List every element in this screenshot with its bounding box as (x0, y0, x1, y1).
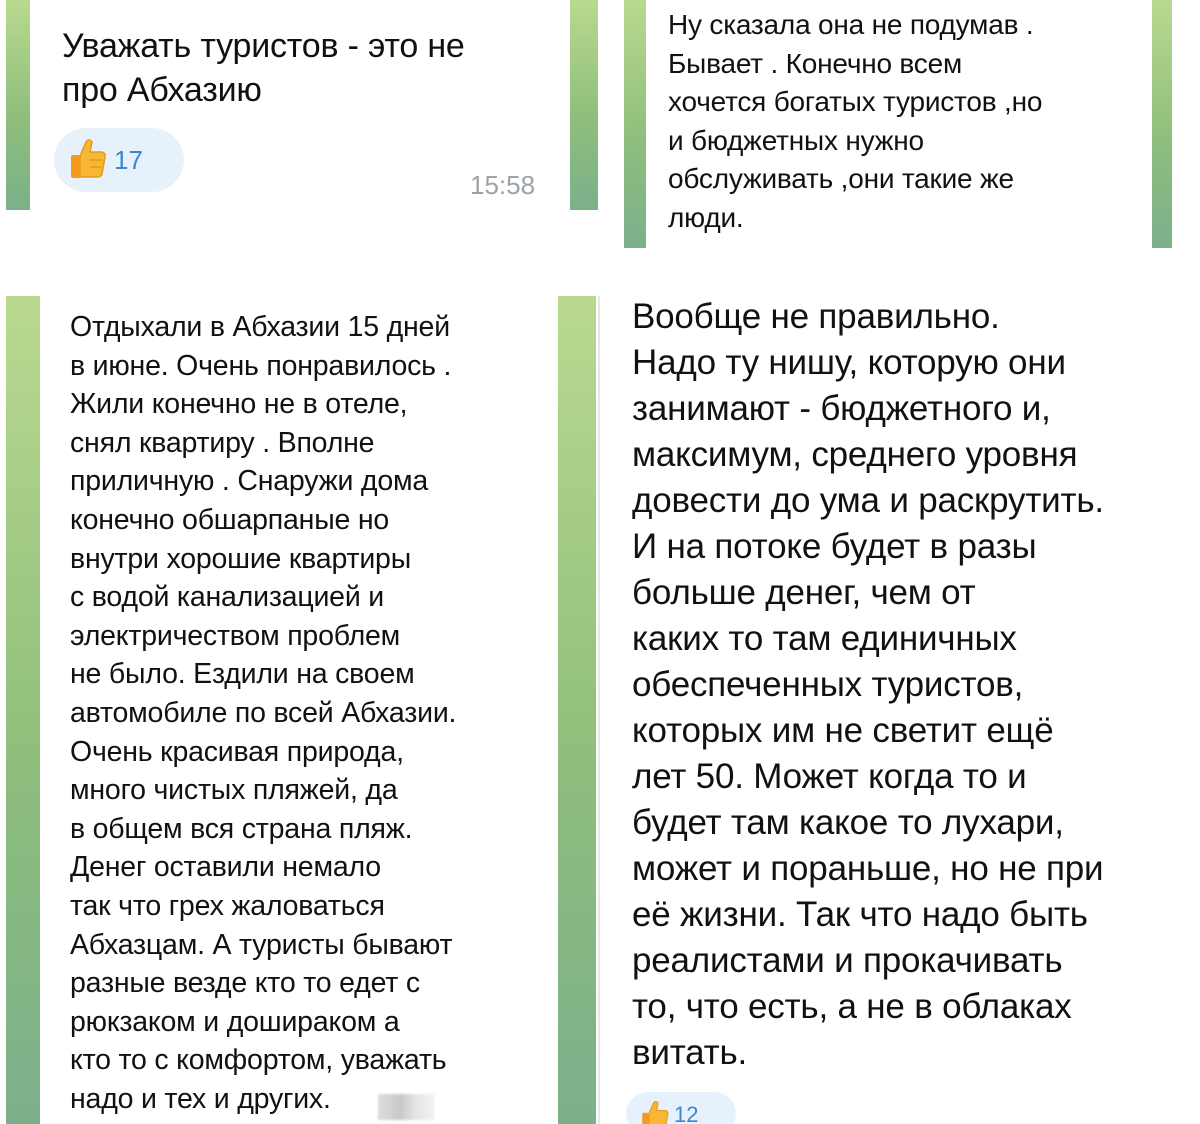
message-text: Отдыхали в Абхазии 15 дней в июне. Очень понравилось . Жили конечно не в отеле, снял квартиру . Вполне приличную . Снаружи дома конечно обшарпаные но внутри хорошие квартиры с водой канализацией и электричеством проблем не было. Ездили на своем автомобиле по всей Абхазии. Очень красивая природа, много чистых пляжей, да в общем вся страна пляж. Денег оставили немало так что грех жаловаться Абхазцам. А туристы бывают разные везде кто то едет с рюкзаком и дошираком а кто то с комфортом, уважать надо и тех и других. (70, 311, 457, 1115)
message-bubble[interactable] (646, 0, 1152, 248)
chat-wallpaper-strip (6, 0, 30, 210)
message-text: Ну сказала она не подумав . Бывает . Конечно всем хочется богатых туристов ,но и бюджетных нужно обслуживать ,они такие же люди. (668, 9, 1043, 233)
thumbs-up-icon (640, 1098, 670, 1124)
chat-wallpaper-strip (624, 0, 646, 248)
thumbs-up-icon (68, 136, 108, 185)
message-panel-3 (0, 296, 600, 1124)
reaction-badge[interactable] (626, 1092, 736, 1124)
chat-wallpaper-strip (558, 296, 596, 1124)
reaction-count: 12 (674, 1102, 699, 1124)
chat-wallpaper-strip (570, 0, 598, 210)
reaction-count: 17 (114, 144, 143, 175)
reaction-badge[interactable] (54, 128, 184, 192)
message-timestamp: 15:58 (470, 170, 536, 200)
message-panel-2 (624, 0, 1200, 248)
blurred-emoji (378, 1094, 434, 1120)
panel-divider (598, 296, 600, 1124)
message-panel-4 (604, 286, 1200, 1124)
message-text: Вообще не правильно. Надо ту нишу, которую они занимают - бюджетного и, максимум, среднего уровня довести до ума и раскрутить. И на потоке будет в разы больше денег, чем от каких то там единичных обеспеченных туристов, которых им не светит ещё лет 50. Может когда то и будет там какое то лухари, может и пораньше, но не при её жизни. Так что надо быть реалистами и прокачивать то, что есть, а не в облаках витать. (632, 297, 1104, 1072)
message-panel-1 (0, 0, 600, 210)
message-text: Уважать туристов - это не про Абхазию (62, 27, 465, 109)
message-bubble[interactable] (30, 0, 570, 210)
chat-wallpaper-strip (6, 296, 40, 1124)
message-bubble[interactable] (40, 296, 558, 1124)
chat-wallpaper-strip (1152, 0, 1172, 248)
